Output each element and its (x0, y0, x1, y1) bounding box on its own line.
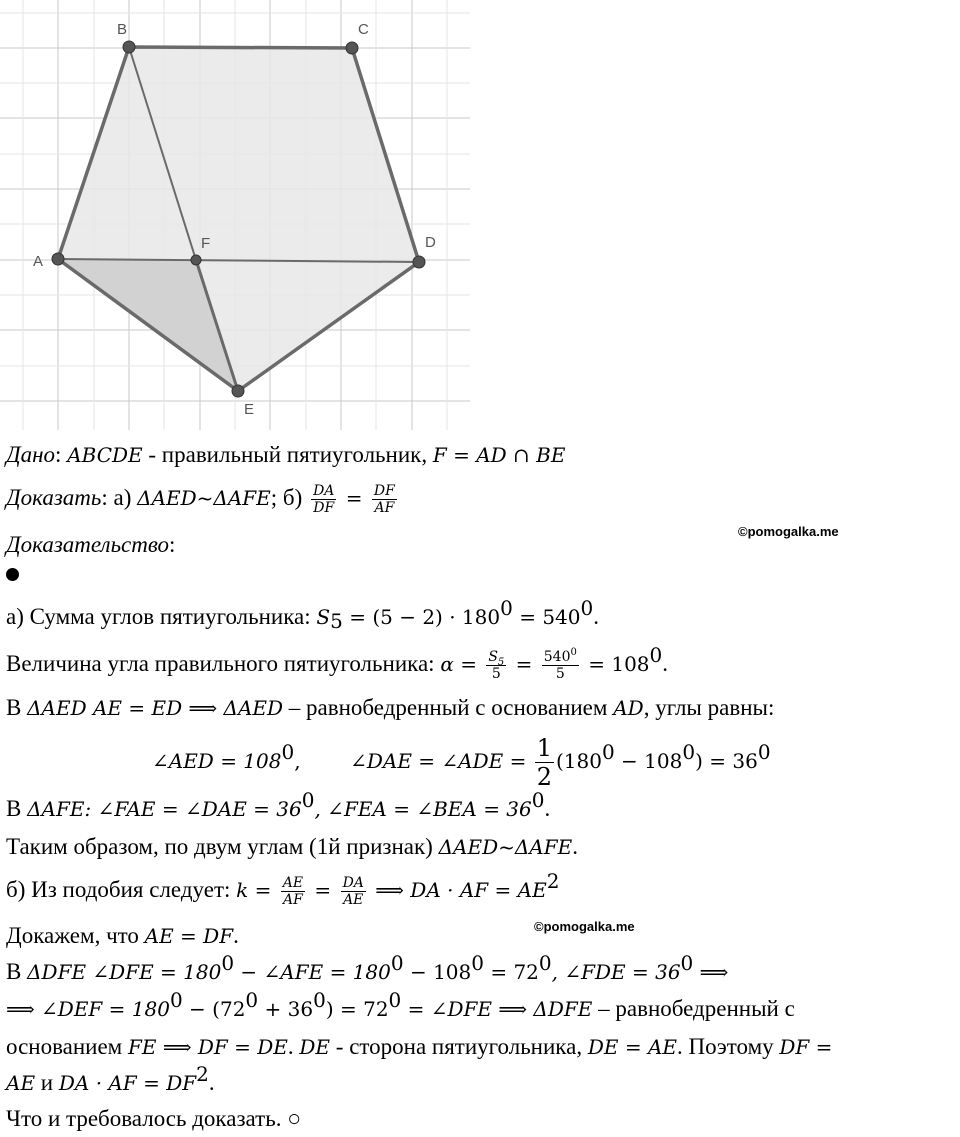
dfe-angles-line: В ΔDFE ∠DFE = $180^0$ − ∠AFE = $180^0 - 108^0 = 72^0$, ∠FDE = $36^0$ ⟹ (6, 951, 729, 984)
prove-line: Доказать: а) ΔAED~ΔAFE; б) $\frac{DA}{DF}$ = $\frac{DF}{AF}$ (6, 483, 395, 517)
watermark: ©pomogalka.me (534, 919, 635, 934)
point-a (52, 253, 64, 265)
qed-line: Что и требовалось доказать. ○ (6, 1106, 302, 1131)
point-d (413, 256, 425, 268)
fraction: $\frac{DA}{DF}$ (313, 483, 335, 517)
watermark: ©pomogalka.me (738, 524, 839, 539)
prove-equal-line: Докажем, что AE = DF. (6, 923, 239, 948)
pentagon-figure (0, 0, 480, 430)
angles-formula: ∠AED = $108^0$, ∠DAE = ∠ADE = $\frac{1}{2}$ $(180^0 - 108^0) = 36^0$ (152, 734, 771, 792)
base-line: основанием FE ⟹ DF = DE. DE - сторона пятиугольника, DE = AE. Поэтому DF = (6, 1034, 833, 1059)
fraction: $\frac{540^0}{5}$ (543, 647, 577, 683)
afe-angles-line: В ΔAFE: ∠FAE = ∠DAE = $36^0$, ∠FEA = ∠BEA = $36^0$. (6, 788, 551, 821)
point-e (232, 385, 244, 397)
label-c: C (358, 21, 369, 38)
point-b (123, 41, 135, 53)
point-f (191, 255, 201, 265)
ratio-line: б) Из подобия следует: k = $\frac{AE}{AF}$ = $\frac{DA}{AE}$ ⟹ DA · AF = $AE^2$ (6, 869, 560, 909)
label-a: A (33, 253, 44, 270)
bullet-icon (6, 568, 19, 581)
point-c (346, 42, 358, 54)
conclusion-formula-line: AE и DA · AF = $DF^2$. (6, 1062, 215, 1095)
isosceles-line: В ΔAED AE = ED ⟹ ΔAED – равнобедренный с основанием AD, углы равны: (6, 695, 775, 720)
label-f: F (201, 235, 211, 252)
fraction-half: $\frac{1}{2}$ (536, 734, 552, 792)
label-e: E (244, 401, 255, 418)
angle-value-line: Величина угла правильного пятиугольника: α = $\frac{S_5}{5}$ = $\frac{540^0}{5}$ = $108^0$. (6, 643, 669, 683)
sum-angles-line: а) Сумма углов пятиугольника: $S_5 = (5 - 2) \cdot 180^0 = 540^0$. (6, 596, 599, 633)
proof-heading: Доказательство: (6, 532, 176, 557)
given-line: Дано: ABCDE - правильный пятиугольник, F = AD ∩ BE (6, 442, 566, 467)
label-b: B (117, 21, 128, 38)
fraction: $\frac{AE}{AF}$ (282, 875, 304, 909)
label-d: D (425, 234, 436, 251)
fraction: $\frac{DA}{AE}$ (342, 875, 364, 909)
similarity-line: Таким образом, по двум углам (1й признак) ΔAED~ΔAFE. (6, 834, 578, 859)
def-angle-line: ⟹ ∠DEF = $180^0 - (72^0 + 36^0) = 72^0$ = ∠DFE ⟹ ΔDFE – равнобедренный с (6, 988, 795, 1021)
fraction: $\frac{DF}{AF}$ (373, 483, 395, 517)
fraction: $\frac{S_5}{5}$ (488, 649, 505, 683)
